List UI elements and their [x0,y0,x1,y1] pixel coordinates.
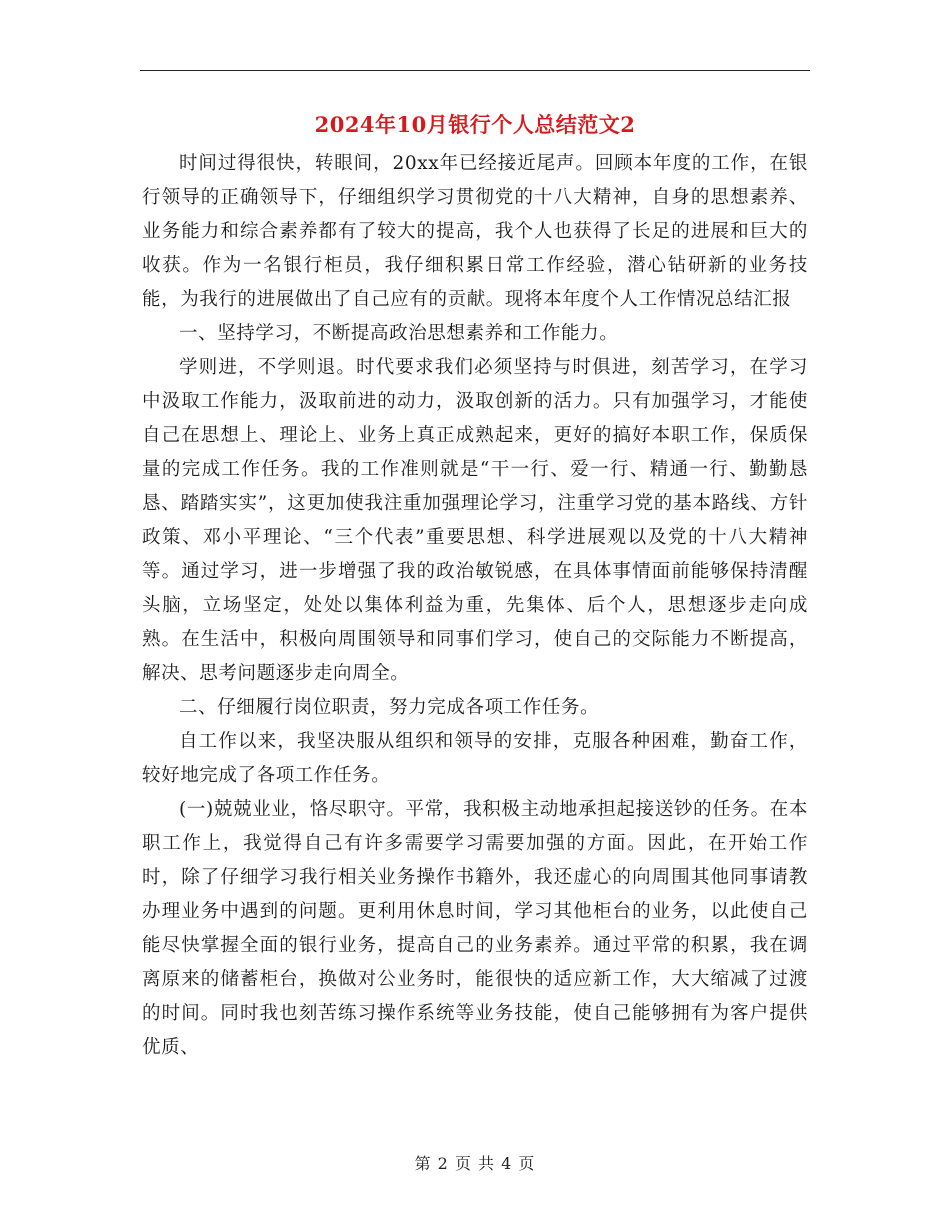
paragraph-intro: 时间过得很快，转眼间，20xx年已经接近尾声。回顾本年度的工作，在银行领导的正确领导下，仔细组织学习贯彻党的十八大精神，自身的思想素养、业务能力和综合素养都有了较大的提高，我个人也获得了长足的进展和巨大的收获。作为一名银行柜员，我仔细积累日常工作经验，潜心钻研新的业务技能，为我行的进展做出了自己应有的贡献。现将本年度个人工作情况总结汇报 [142,153,808,310]
paragraph-learning: 学则进，不学则退。时代要求我们必须坚持与时俱进，刻苦学习，在学习中汲取工作能力，汲取前进的动力，汲取创新的活力。只有加强学习，才能使自己在思想上、理论上、业务上真正成熟起来，更好的搞好本职工作，保质保量的完成工作任务。我的工作准则就是“干一行、爱一行、精通一行、勤勤恳恳、踏踏实实”，这更加使我注重加强理论学习，注重学习党的基本路线、方针政策、邓小平理论、“三个代表”重要思想、科学进展观以及党的十八大精神等。通过学习，进一步增强了我的政治敏锐感，在具体事情面前能够保持清醒头脑，立场坚定，处处以集体利益为重，先集体、后个人，思想逐步走向成熟。在生活中，积极向周围领导和同事们学习，使自己的交际能力不断提高，解决、思考问题逐步走向周全。 [142,357,808,684]
paragraph-subsection-1: (一)兢兢业业，恪尽职守。平常，我积极主动地承担起接送钞的任务。在本职工作上，我觉得自己有许多需要学习需要加强的方面。因此，在开始工作时，除了仔细学习我行相关业务操作书籍外，我还虚心的向周围其他同事请教办理业务中遇到的问题。更利用休息时间，学习其他柜台的业务，以此使自己能尽快掌握全面的银行业务，提高自己的业务素养。通过平常的积累，我在调离原来的储蓄柜台，换做对公业务时，能很快的适应新工作，大大缩减了过渡的时间。同时我也刻苦练习操作系统等业务技能，使自己能够拥有为客户提供优质、 [142,799,808,1058]
section-heading-2: 二、仔细履行岗位职责，努力完成各项工作任务。 [179,697,600,718]
document-body [142,147,808,1065]
document-title: 2024年10月银行个人总结范文2 [314,112,636,137]
page-number-footer: 第 2 页 共 4 页 [414,1154,536,1173]
header-rule [140,70,810,71]
section-heading-1: 一、坚持学习，不断提高政治思想素养和工作能力。 [179,323,619,344]
paragraph-duties: 自工作以来，我坚决服从组织和领导的安排，克服各种困难，勤奋工作，较好地完成了各项工作任务。 [142,731,808,786]
